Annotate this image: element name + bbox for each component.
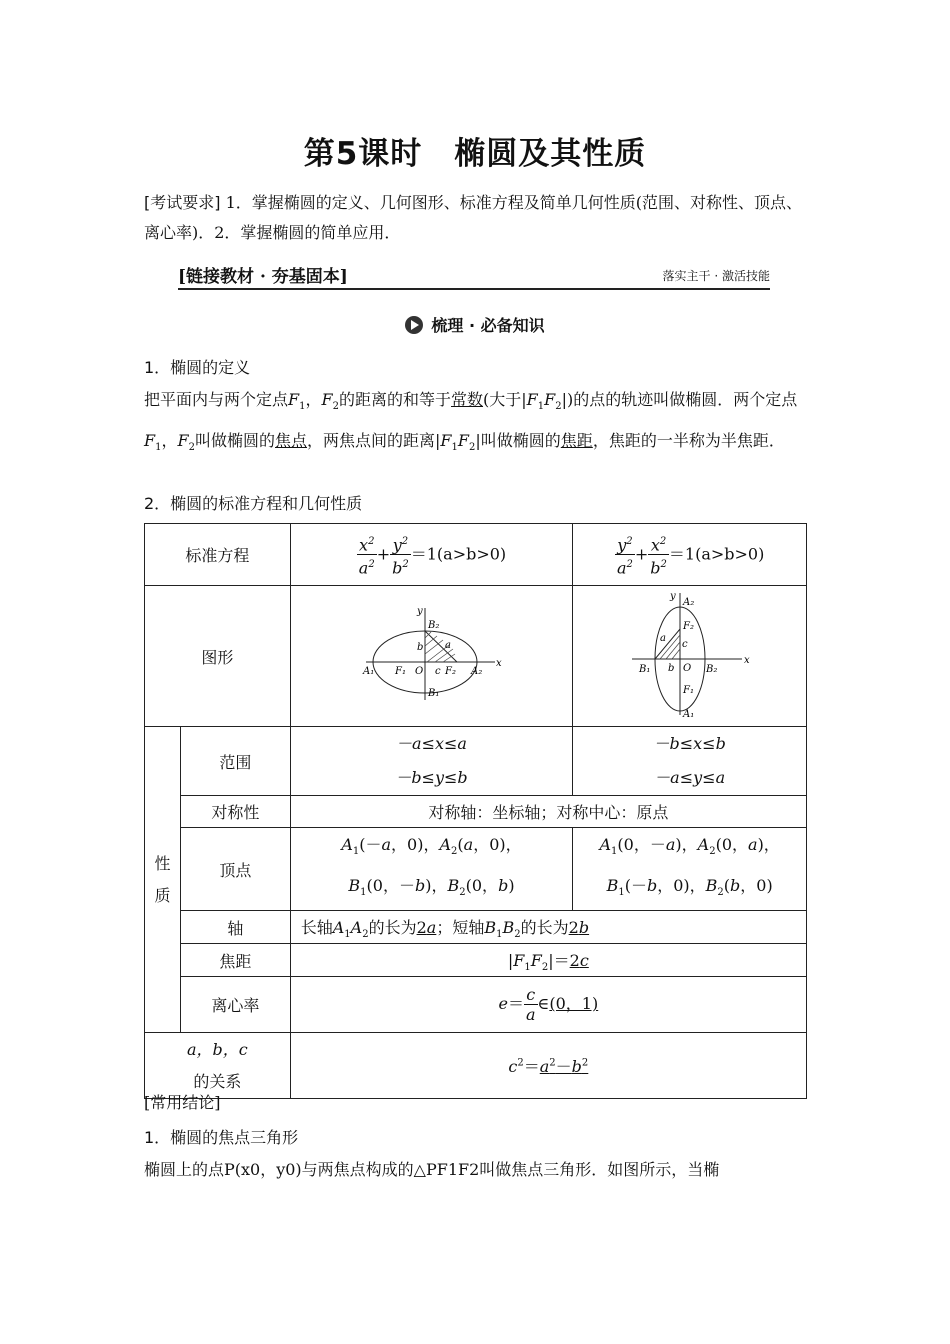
svg-text:O: O: [415, 666, 424, 677]
figure-vertical-ellipse: [573, 586, 807, 727]
heading-standard-equation: 2．椭圆的标准方程和几何性质: [144, 494, 363, 513]
svg-text:A₁: A₁: [682, 709, 694, 720]
svg-text:y: y: [417, 606, 424, 617]
vertices-horizontal: $A_1(-a$，0)，$A_2(a$，0)， $B_1(0$，－b)，$B_2(0$，b): [290, 828, 573, 911]
section-banner: [178, 262, 770, 290]
svg-text:A₂: A₂: [682, 597, 694, 608]
table-row: 图形 y x B₂ B₁ A₁ A₂ F₁ O F₂ c b a y x A₂ A₁ F₂ F₁ B₁ B₂ O b a c: [145, 586, 807, 727]
banner-left: [链接教材 · 夯基固本]: [178, 267, 348, 287]
equation-horizontal: $\frac{x^2}{a^2}$ + $\frac{y^2}{b^2}$ ＝1(a>b>0): [290, 524, 573, 586]
banner-right: 落实主干 · 激活技能: [662, 269, 770, 283]
svg-text:B₂: B₂: [428, 620, 440, 631]
figure-horizontal-ellipse: [290, 586, 573, 727]
focal-length-value: $|F_1F_2|=2c$: [290, 944, 806, 977]
svg-text:c: c: [681, 639, 688, 650]
svg-text:a: a: [445, 640, 452, 651]
blank-constant: 常数: [451, 390, 484, 409]
svg-text:O: O: [682, 663, 691, 674]
table-row: 离心率 e＝ $\frac{c}{a}$ ∈(0，1): [145, 977, 807, 1033]
page-title: 第5课时 椭圆及其性质: [303, 136, 647, 172]
svg-text:x: x: [743, 655, 750, 666]
svg-text:b: b: [417, 642, 424, 653]
svg-text:b: b: [667, 663, 675, 674]
svg-text:B₁: B₁: [428, 688, 440, 699]
svg-text:F₁: F₁: [682, 685, 694, 696]
axis-lengths: 长轴$A_1A_2$的长为2a；短轴$B_1B_2$的长为2b: [290, 911, 806, 944]
table-row: 标准方程 $\frac{x^2}{a^2}$ + $\frac{y^2}{b^2}$ ＝1(a>b>0) $\frac{y^2}{a^2}$ + $\frac{x^2}{b^2}$ ＝1(a>b>0): [145, 524, 807, 586]
svg-text:a: a: [659, 633, 666, 644]
heading-focal-triangle: 1．椭圆的焦点三角形: [144, 1128, 299, 1147]
table-row: 轴 长轴$A_1A_2$的长为2a；短轴$B_1B_2$的长为2b: [145, 911, 807, 944]
section-heading: [0, 313, 950, 336]
vertices-vertical: $A_1(0$，－a)，$A_2(0$，a)， $B_1(-b$，0)，$B_2(b$，0): [573, 828, 807, 911]
last-paragraph: 椭圆上的点P(x0，y0)与两焦点构成的△PF1F2叫做焦点三角形．如图所示，当椭: [144, 1160, 720, 1179]
svg-text:c: c: [435, 666, 442, 677]
eccentricity-value: e＝ $\frac{c}{a}$ ∈(0，1): [290, 977, 806, 1033]
definition-paragraph: 把平面内与两个定点$F_1$，$F_2$的距离的和等于常数(大于$|F_1F_2|$)的点的轨迹叫做椭圆．两个定点$F_1$，$F_2$叫做椭圆的焦点，两焦点间的距离$|F_1F_2|$叫做椭圆的焦距，焦距的一半称为半焦距．: [144, 390, 798, 454]
common-conclusions: [常用结论]: [144, 1093, 221, 1112]
ellipse-properties-table: [144, 523, 807, 1099]
requirements-tag: [考试要求]: [144, 193, 221, 212]
svg-text:A₂: A₂: [471, 666, 483, 677]
svg-text:F₂: F₂: [682, 621, 694, 632]
table-row: 焦距 $|F_1F_2|=2c$: [145, 944, 807, 977]
properties-label: 性质: [145, 727, 181, 1033]
table-row: a，b，c 的关系 $c^2=a^2-b^2$: [145, 1033, 807, 1099]
play-icon: [405, 316, 423, 334]
equation-vertical: $\frac{y^2}{a^2}$ + $\frac{x^2}{b^2}$ ＝1(a>b>0): [573, 524, 807, 586]
svg-text:F₁: F₁: [395, 666, 407, 677]
svg-text:y: y: [669, 591, 676, 602]
abc-relation: $c^2=a^2-b^2$: [290, 1033, 806, 1099]
blank-focus: 焦点: [275, 431, 308, 451]
heading-definition: 1．椭圆的定义: [144, 358, 251, 377]
svg-text:F₂: F₂: [445, 666, 457, 677]
table-row: 对称性 对称轴：坐标轴；对称中心：原点: [145, 796, 807, 828]
svg-text:B₁: B₁: [638, 664, 650, 675]
svg-text:x: x: [496, 658, 503, 669]
svg-text:A₁: A₁: [363, 666, 375, 677]
table-row: 性质 范围 －a≤x≤a －b≤y≤b －b≤x≤b －a≤y≤a: [145, 727, 807, 796]
exam-requirements: [144, 188, 809, 248]
section-title: 梳理 · 必备知识: [431, 316, 545, 335]
requirements-text: 1．掌握椭圆的定义、几何图形、标准方程及简单几何性质(范围、对称性、顶点、离心率)．2．掌握椭圆的简单应用．: [144, 193, 803, 242]
table-row: 顶点 $A_1(-a$，0)，$A_2(a$，0)， $B_1(0$，－b)，$B_2(0$，b) $A_1(0$，－a)，$A_2(0$，a)， $B_1(-b$，0)，$B_2(b$，0): [145, 828, 807, 911]
blank-focal-length: 焦距: [560, 431, 593, 451]
svg-text:B₂: B₂: [705, 664, 717, 675]
